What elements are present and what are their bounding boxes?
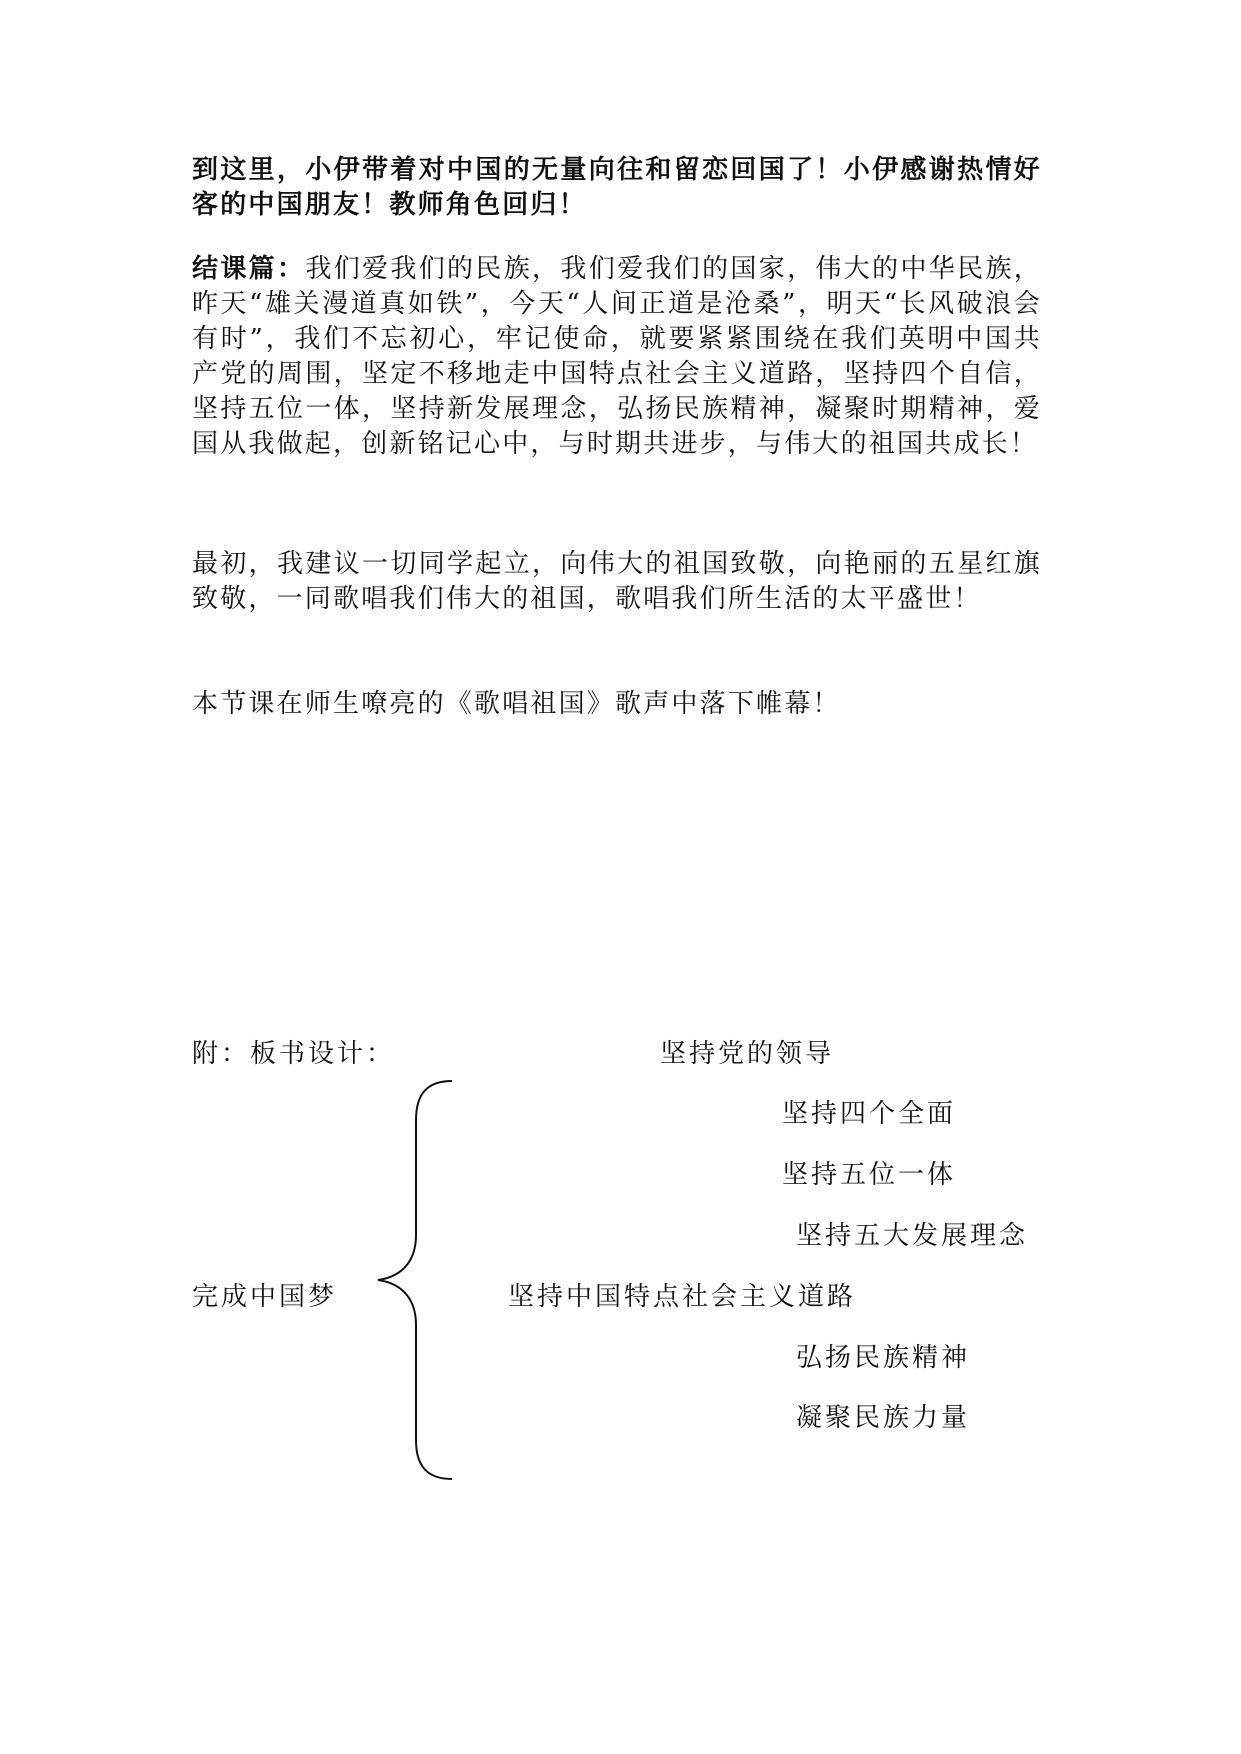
blackboard-item: 坚持中国特点社会主义道路 [508, 1282, 857, 1312]
blackboard-item: 坚持党的领导 [660, 1039, 835, 1069]
conclusion-paragraph [192, 252, 1042, 462]
blackboard-item: 坚持五大发展理念 [796, 1221, 1029, 1251]
blackboard-item: 坚持四个全面 [782, 1099, 957, 1129]
blackboard-goal: 完成中国梦 [192, 1282, 338, 1312]
ending-paragraph: 本节课在师生嘹亮的《歌唱祖国》歌声中落下帷幕！ [192, 689, 841, 719]
blackboard-item: 弘扬民族精神 [796, 1343, 971, 1373]
salute-paragraph: 最初，我建议一切同学起立，向伟大的祖国致敬，向艳丽的五星红旗致敬，一同歌唱我们伟大的祖国，歌唱我们所生活的太平盛世！ [192, 549, 1042, 614]
blackboard-item: 凝聚民族力量 [796, 1403, 971, 1433]
closing-statement-paragraph: 到这里，小伊带着对中国的无量向往和留恋回国了！小伊感谢热情好客的中国朋友！教师角色回归！ [192, 155, 1042, 220]
conclusion-text: 我们爱我们的民族，我们爱我们的国家，伟大的中华民族，昨天“雄关漫道真如铁”，今天“人间正道是沧桑”，明天“长风破浪会有时”，我们不忘初心，牢记使命，就要紧紧围绕在我们英明中国共产党的周围，坚定不移地走中国特点社会主义道路，坚持四个自信，坚持五位一体，坚持新发展理念，弘扬民族精神，凝聚时期精神，爱国从我做起，创新铭记心中，与时期共进步，与伟大的祖国共成长！ [192, 254, 1042, 459]
blackboard-item: 坚持五位一体 [782, 1160, 957, 1190]
curly-brace-icon [370, 1075, 460, 1485]
conclusion-label: 结课篇： [192, 254, 306, 284]
blackboard-design-heading: 附：板书设计： [192, 1039, 396, 1069]
